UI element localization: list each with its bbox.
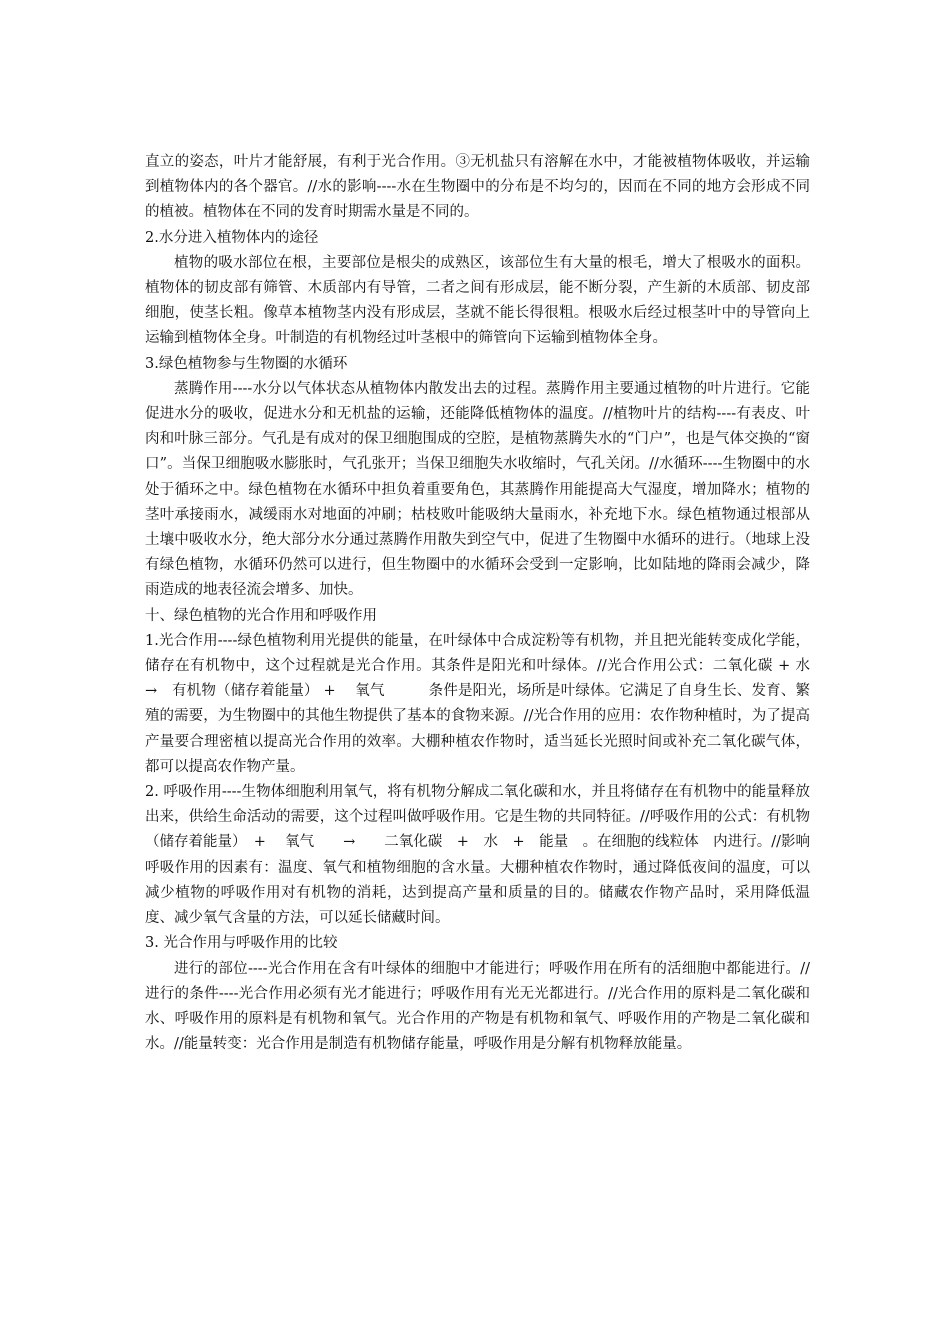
paragraph-transpiration: 蒸腾作用----水分以气体状态从植物体内散发出去的过程。蒸腾作用主要通过植物的叶片进行。它能促进水分的吸收，促进水分和无机盐的运输，还能降低植物体的温度。//植物叶片的结构----有表皮、叶肉和叶脉三部分。气孔是有成对的保卫细胞围成的空腔，是植物蒸腾失水的“门户”，也是气体交换的“窗口”。当保卫细胞吸水膨胀时，气孔张开；当保卫细胞失水收缩时，气孔关闭。//水循环----生物圈中的水处于循环之中。绿色植物在水循环中担负着重要角色，其蒸腾作用能提高大气湿度，增加降水；植物的茎叶承接雨水，减缓雨水对地面的冲刷；枯枝败叶能吸纳大量雨水，补充地下水。绿色植物通过根部从土壤中吸收水分，绝大部分水分通过蒸腾作用散失到空气中，促进了生物圈中水循环的进行。（地球上没有绿色植物，水循环仍然可以进行，但生物圈中的水循环会受到一定影响，比如陆地的降雨会减少，降雨造成的地表径流会增多、加快。 (145, 380, 810, 599)
document-body (145, 150, 825, 1057)
paragraph-photosynthesis: 1.光合作用----绿色植物利用光提供的能量，在叶绿体中合成淀粉等有机物，并且把光能转变成化学能，储存在有机物中，这个过程就是光合作用。其条件是阳光和叶绿体。//光合作用公式：二氧化碳 + 水 → 有机物（储存着能量） + 氧气 条件是阳光，场所是叶绿体。它满足了自身生长、发育、繁殖的需要，为生物圈中的其他生物提供了基本的食物来源。//光合作用的应用：农作物种植时，为了提高产量要合理密植以提高光合作用的效率。大棚种植农作物时，适当延长光照时间或补充二氧化碳气体，都可以提高农作物产量。 (145, 632, 825, 775)
paragraph-comparison: 进行的部位----光合作用在含有叶绿体的细胞中才能进行；呼吸作用在所有的活细胞中都能进行。//进行的条件----光合作用必须有光才能进行；呼吸作用有光无光都进行。//光合作用的原料是二氧化碳和水、呼吸作用的原料是有机物和氧气。光合作用的产物是有机物和氧气、呼吸作用的产物是二氧化碳和水。//能量转变：光合作用是制造有机物储存能量，呼吸作用是分解有机物释放能量。 (145, 960, 810, 1053)
heading-comparison: 3. 光合作用与呼吸作用的比较 (145, 935, 338, 952)
paragraph-water-absorption: 植物的吸水部位在根，主要部位是根尖的成熟区，该部位生有大量的根毛，增大了根吸水的面积。植物体的韧皮部有筛管、木质部内有导管，二者之间有形成层，能不断分裂，产生新的木质部、韧皮部细胞，使茎长粗。像草本植物茎内没有形成层，茎就不能长得很粗。根吸水后经过根茎叶中的导管向上运输到植物体全身。叶制造的有机物经过叶茎根中的筛管向下运输到植物体全身。 (145, 254, 810, 347)
paragraph-water-influence: 直立的姿态，叶片才能舒展，有利于光合作用。③无机盐只有溶解在水中，才能被植物体吸收，并运输到植物体内的各个器官。//水的影响----水在生物圈中的分布是不均匀的，因而在不同的地方会形成不同的植被。植物体在不同的发育时期需水量是不同的。 (145, 154, 810, 221)
heading-water-cycle: 3.绿色植物参与生物圈的水循环 (145, 355, 348, 372)
heading-water-pathway: 2.水分进入植物体内的途径 (145, 229, 319, 246)
paragraph-respiration: 2. 呼吸作用----生物体细胞利用氧气，将有机物分解成二氧化碳和水，并且将储存在有机物中的能量释放出来，供给生命活动的需要，这个过程叫做呼吸作用。它是生物的共同特征。//呼吸作用的公式：有机物（储存着能量） + 氧气 → 二氧化碳 + 水 + 能量 。在细胞的线粒体 内进行。//影响呼吸作用的因素有：温度、氧气和植物细胞的含水量。大棚种植农作物时，通过降低夜间的温度，可以减少植物的呼吸作用对有机物的消耗，达到提高产量和质量的目的。储藏农作物产品时，采用降低温度、减少氧气含量的方法，可以延长储藏时间。 (145, 784, 810, 927)
heading-section-ten: 十、绿色植物的光合作用和呼吸作用 (145, 607, 377, 624)
